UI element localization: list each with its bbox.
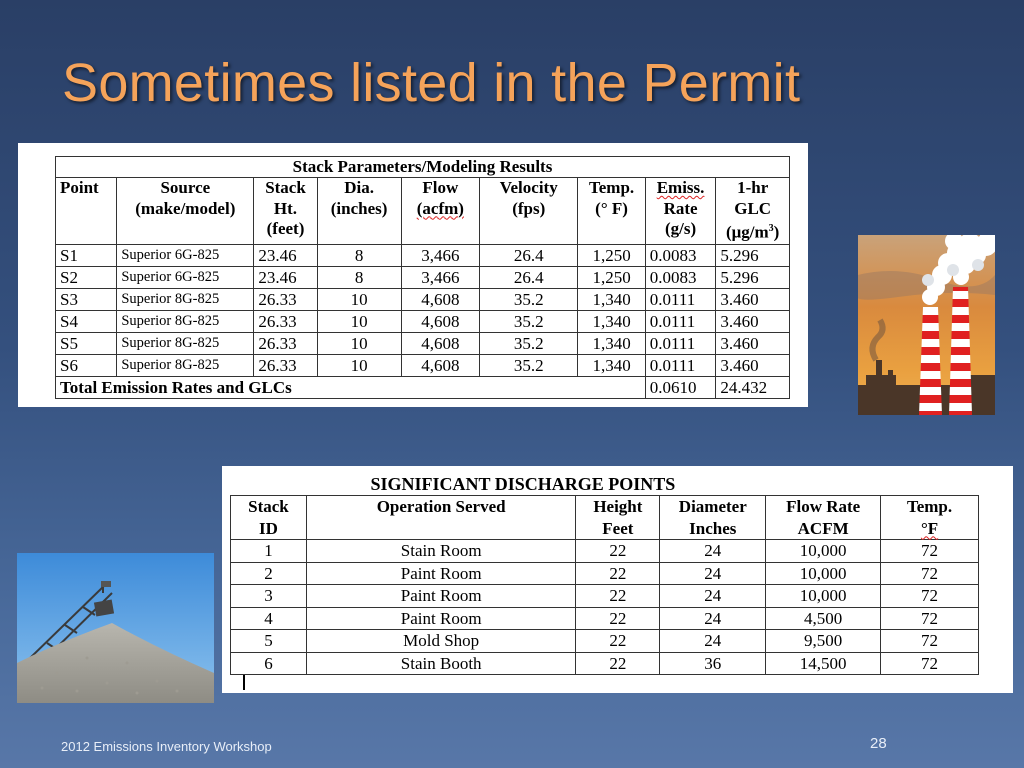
table2-row <box>231 652 979 675</box>
glc-cell: 3.460 <box>716 332 790 354</box>
diameter-cell: 10 <box>317 288 401 310</box>
flow-rate-cell: 9,500 <box>766 630 881 653</box>
diameter-cell: 24 <box>660 562 766 585</box>
table2-row <box>231 540 979 563</box>
stack-id-cell: 5 <box>231 630 307 653</box>
conveyor-image <box>17 553 214 703</box>
temp-cell: 72 <box>881 652 979 675</box>
stack-id-cell: 2 <box>231 562 307 585</box>
header-point: Point <box>56 178 117 245</box>
header-diameter-in: Diameter Inches <box>660 496 766 540</box>
stack-id-cell: 1 <box>231 540 307 563</box>
temp-cell: 72 <box>881 630 979 653</box>
stack-id-cell: 4 <box>231 607 307 630</box>
table2-caption: SIGNIFICANT DISCHARGE POINTS <box>370 474 676 494</box>
discharge-points-panel <box>222 466 1013 693</box>
total-emission: 0.0610 <box>645 376 716 398</box>
table2-row <box>231 607 979 630</box>
point-cell: S1 <box>56 244 117 266</box>
glc-cell: 3.460 <box>716 354 790 376</box>
stack-id-cell: 3 <box>231 585 307 608</box>
glc-cell: 5.296 <box>716 266 790 288</box>
point-cell: S2 <box>56 266 117 288</box>
emission-rate-cell: 0.0111 <box>645 332 716 354</box>
flow-cell: 3,466 <box>401 266 480 288</box>
temp-cell: 72 <box>881 562 979 585</box>
flow-cell: 3,466 <box>401 244 480 266</box>
operation-cell: Stain Booth <box>306 652 575 675</box>
height-cell: 22 <box>576 630 660 653</box>
total-glc: 24.432 <box>716 376 790 398</box>
point-cell: S5 <box>56 332 117 354</box>
point-cell: S6 <box>56 354 117 376</box>
operation-cell: Paint Room <box>306 562 575 585</box>
header-velocity: Velocity (fps) <box>480 178 578 245</box>
source-cell: Superior 8G-825 <box>117 288 254 310</box>
table2-header-row <box>231 496 979 540</box>
stack-height-cell: 26.33 <box>254 332 317 354</box>
height-cell: 22 <box>576 652 660 675</box>
emission-rate-cell: 0.0083 <box>645 244 716 266</box>
diameter-cell: 24 <box>660 540 766 563</box>
diameter-cell: 8 <box>317 266 401 288</box>
diameter-cell: 24 <box>660 607 766 630</box>
header-emission-rate: Emiss. Rate (g/s) <box>645 178 716 245</box>
temp-cell: 1,250 <box>578 244 645 266</box>
stack-height-cell: 26.33 <box>254 288 317 310</box>
velocity-cell: 26.4 <box>480 244 578 266</box>
emission-rate-cell: 0.0111 <box>645 354 716 376</box>
temp-cell: 1,340 <box>578 310 645 332</box>
glc-cell: 3.460 <box>716 288 790 310</box>
operation-cell: Mold Shop <box>306 630 575 653</box>
operation-cell: Paint Room <box>306 585 575 608</box>
height-cell: 22 <box>576 585 660 608</box>
table1-row <box>56 244 790 266</box>
diameter-cell: 24 <box>660 630 766 653</box>
point-cell: S3 <box>56 288 117 310</box>
header-temp-f: Temp. °F <box>881 496 979 540</box>
header-flow: Flow (acfm) <box>401 178 480 245</box>
operation-cell: Stain Room <box>306 540 575 563</box>
flow-cell: 4,608 <box>401 310 480 332</box>
header-glc: 1-hr GLC $(\mu g/m^3)$ <box>716 178 790 245</box>
smokestack-image <box>858 235 995 415</box>
source-cell: Superior 8G-825 <box>117 332 254 354</box>
stack-height-cell: 26.33 <box>254 354 317 376</box>
flow-rate-cell: 10,000 <box>766 585 881 608</box>
velocity-cell: 35.2 <box>480 310 578 332</box>
header-stack-height: Stack Ht. (feet) <box>254 178 317 245</box>
temp-cell: 1,340 <box>578 288 645 310</box>
table2-row <box>231 585 979 608</box>
flow-cell: 4,608 <box>401 332 480 354</box>
diameter-cell: 10 <box>317 310 401 332</box>
flow-rate-cell: 4,500 <box>766 607 881 630</box>
temp-cell: 1,340 <box>578 354 645 376</box>
table1-header-row <box>56 178 790 245</box>
velocity-cell: 26.4 <box>480 266 578 288</box>
diameter-cell: 36 <box>660 652 766 675</box>
temp-cell: 72 <box>881 585 979 608</box>
table2-row <box>231 562 979 585</box>
temp-cell: 1,250 <box>578 266 645 288</box>
height-cell: 22 <box>576 540 660 563</box>
header-temp: Temp. (° F) <box>578 178 645 245</box>
diameter-cell: 10 <box>317 332 401 354</box>
glc-cell: 5.296 <box>716 244 790 266</box>
table1-row <box>56 288 790 310</box>
header-height: Height Feet <box>576 496 660 540</box>
operation-cell: Paint Room <box>306 607 575 630</box>
table1-row <box>56 266 790 288</box>
table2-row <box>231 630 979 653</box>
emission-rate-cell: 0.0111 <box>645 288 716 310</box>
flow-rate-cell: 10,000 <box>766 562 881 585</box>
table1-caption: Stack Parameters/Modeling Results <box>56 157 790 178</box>
discharge-points-table <box>230 473 979 675</box>
velocity-cell: 35.2 <box>480 332 578 354</box>
stack-parameters-panel <box>18 143 808 407</box>
table1-row <box>56 310 790 332</box>
stack-height-cell: 23.46 <box>254 266 317 288</box>
point-cell: S4 <box>56 310 117 332</box>
emission-rate-cell: 0.0111 <box>645 310 716 332</box>
flow-cell: 4,608 <box>401 288 480 310</box>
diameter-cell: 24 <box>660 585 766 608</box>
stack-height-cell: 23.46 <box>254 244 317 266</box>
glc-cell: 3.460 <box>716 310 790 332</box>
page-number: 28 <box>870 735 887 752</box>
flow-cell: 4,608 <box>401 354 480 376</box>
header-source: Source (make/model) <box>117 178 254 245</box>
velocity-cell: 35.2 <box>480 354 578 376</box>
table1-row <box>56 332 790 354</box>
header-diameter: Dia. (inches) <box>317 178 401 245</box>
header-operation: Operation Served <box>306 496 575 540</box>
source-cell: Superior 8G-825 <box>117 354 254 376</box>
table1-row <box>56 354 790 376</box>
height-cell: 22 <box>576 562 660 585</box>
table1-total-row <box>56 376 790 398</box>
temp-cell: 72 <box>881 607 979 630</box>
source-cell: Superior 6G-825 <box>117 266 254 288</box>
diameter-cell: 10 <box>317 354 401 376</box>
diameter-cell: 8 <box>317 244 401 266</box>
velocity-cell: 35.2 <box>480 288 578 310</box>
header-flow-rate: Flow Rate ACFM <box>766 496 881 540</box>
flow-rate-cell: 10,000 <box>766 540 881 563</box>
header-stack-id: Stack ID <box>231 496 307 540</box>
source-cell: Superior 8G-825 <box>117 310 254 332</box>
footer-text: 2012 Emissions Inventory Workshop <box>61 739 272 754</box>
stack-id-cell: 6 <box>231 652 307 675</box>
source-cell: Superior 6G-825 <box>117 244 254 266</box>
temp-cell: 72 <box>881 540 979 563</box>
stack-height-cell: 26.33 <box>254 310 317 332</box>
temp-cell: 1,340 <box>578 332 645 354</box>
emission-rate-cell: 0.0083 <box>645 266 716 288</box>
flow-rate-cell: 14,500 <box>766 652 881 675</box>
slide-title: Sometimes listed in the Permit <box>62 53 801 113</box>
stack-parameters-table <box>55 156 790 399</box>
total-label: Total Emission Rates and GLCs <box>56 376 646 398</box>
height-cell: 22 <box>576 607 660 630</box>
text-cursor <box>243 675 245 690</box>
